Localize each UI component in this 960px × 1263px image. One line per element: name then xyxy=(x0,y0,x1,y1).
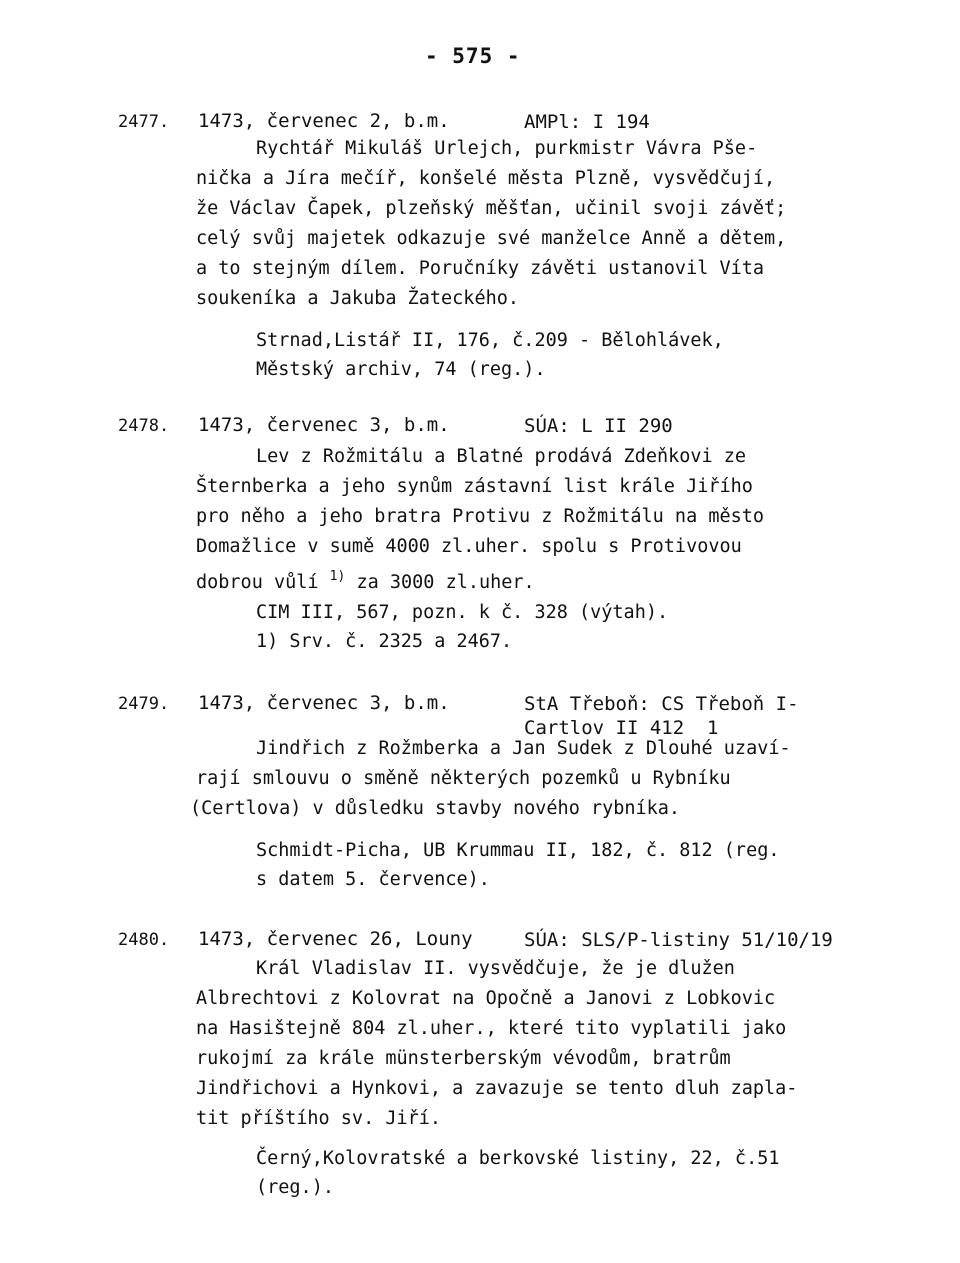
archive-reference xyxy=(524,414,673,438)
entry-number: 2478. xyxy=(118,416,170,436)
source-line: Černý,Kolovratské a berkovské listiny, 22, č.51 xyxy=(256,1148,780,1169)
text-line: rukojmí za krále münsterberským vévodům, bratrům xyxy=(196,1048,731,1069)
archive-line: AMPl: I 194 xyxy=(524,111,650,133)
text-line: že Václav Čapek, plzeňský měšťan, učinil svoji závěť; xyxy=(196,198,787,219)
source-citation xyxy=(256,326,836,384)
source-citation xyxy=(256,1144,836,1202)
source-line: Strnad,Listář II, 176, č.209 - Bělohlávek, xyxy=(256,330,724,351)
source-citation xyxy=(256,836,836,894)
text-line: na Hasištejně 804 zl.uher., které tito vyplatili jako xyxy=(196,1018,787,1039)
text-line: Rychtář Mikuláš Urlejch, purkmistr Vávra Pše- xyxy=(256,138,758,159)
entry-date: 1473, červenec 3, b.m. xyxy=(198,692,450,714)
source-citation xyxy=(256,598,836,656)
text-line: Jindřichovi a Hynkovi, a zavazuje se tento dluh zapla- xyxy=(196,1078,798,1099)
archive-reference xyxy=(524,928,833,952)
text-line: Šternberka a jeho synům zástavní list krále Jiřího xyxy=(196,476,753,497)
text-fragment: dobrou vůlí xyxy=(196,572,319,593)
footnote-marker: 1) xyxy=(329,569,346,584)
archive-reference xyxy=(524,110,650,134)
regest-text xyxy=(190,734,836,824)
text-line: pro něho a jeho bratra Protivu z Rožmitálu na město xyxy=(196,506,765,527)
text-line: nička a Jíra mečíř, konšelé města Plzně, vysvědčují, xyxy=(196,168,776,189)
entry-date: 1473, červenec 3, b.m. xyxy=(198,414,450,436)
text-line: Král Vladislav II. vysvědčuje, že je dlužen xyxy=(256,958,735,979)
regest-text xyxy=(196,442,836,598)
text-line: rají smlouvu o směně některých pozemků u Rybníku xyxy=(196,768,731,789)
regest-text xyxy=(196,134,836,314)
source-line: Městský archiv, 74 (reg.). xyxy=(256,359,546,380)
text-line: Domažlice v sumě 4000 zl.uher. spolu s Protivovou xyxy=(196,536,742,557)
entry-date: 1473, červenec 2, b.m. xyxy=(198,110,450,132)
page-number: - 575 - xyxy=(425,44,521,68)
text-line: a to stejným dílem. Poručníky závěti ustanovil Víta xyxy=(196,258,765,279)
text-line: soukeníka a Jakuba Žateckého. xyxy=(196,288,520,309)
entry-number: 2480. xyxy=(118,930,170,950)
text-fragment: za 3000 zl.uher. xyxy=(356,572,535,593)
regest-text xyxy=(196,954,836,1134)
archive-line: Cartlov II 412 1 xyxy=(524,717,719,739)
text-line xyxy=(196,562,836,598)
text-line: tit příštího sv. Jiří. xyxy=(196,1108,442,1129)
text-line: celý svůj majetek odkazuje své manželce Anně a dětem, xyxy=(196,228,787,249)
archive-line: StA Třeboň: CS Třeboň I- xyxy=(524,693,799,715)
source-line: 1) Srv. č. 2325 a 2467. xyxy=(256,631,513,652)
entry-number: 2477. xyxy=(118,112,170,132)
source-line: Schmidt-Picha, UB Krummau II, 182, č. 812 (reg. xyxy=(256,840,780,861)
archive-reference xyxy=(524,692,799,740)
source-line: s datem 5. července). xyxy=(256,869,490,890)
text-line: Albrechtovi z Kolovrat na Opočně a Janovi z Lobkovic xyxy=(196,988,776,1009)
entry-date: 1473, červenec 26, Louny xyxy=(198,928,473,950)
entry-number: 2479. xyxy=(118,694,170,714)
text-line: Jindřich z Rožmberka a Jan Sudek z Dlouhé uzaví- xyxy=(256,738,791,759)
archive-line: SÚA: SLS/P-listiny 51/10/19 xyxy=(524,929,833,951)
text-line: (Certlova) v důsledku stavby nového rybníka. xyxy=(190,798,681,819)
archive-line: SÚA: L II 290 xyxy=(524,415,673,437)
source-line: CIM III, 567, pozn. k č. 328 (výtah). xyxy=(256,602,669,623)
text-line: Lev z Rožmitálu a Blatné prodává Zdeňkovi ze xyxy=(256,446,747,467)
source-line: (reg.). xyxy=(256,1177,334,1198)
